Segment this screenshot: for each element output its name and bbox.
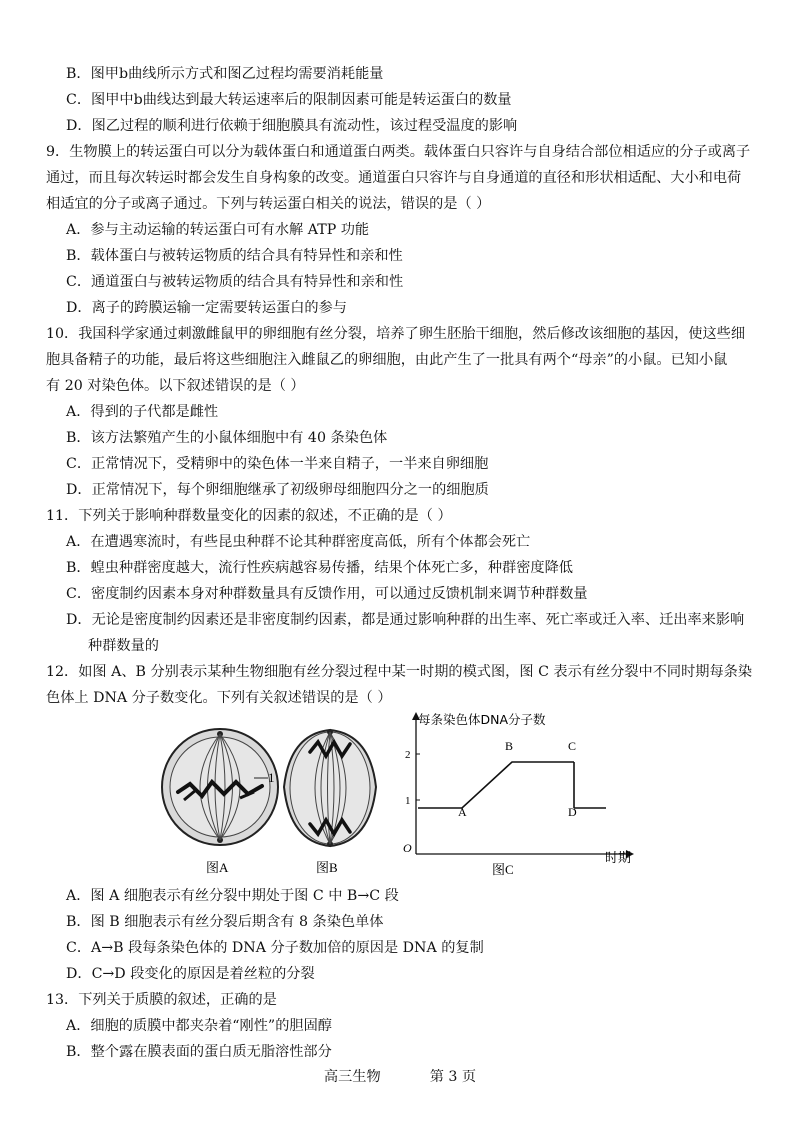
figure-a-cell bbox=[162, 729, 278, 845]
q12-option-b: B．图 B 细胞表示有丝分裂后期含有 8 条染色单体 bbox=[66, 914, 384, 930]
graph-y-tick-1: 1 bbox=[405, 795, 411, 807]
q8-option-d: D．图乙过程的顺利进行依赖于细胞膜具有流动性，该过程受温度的影响 bbox=[66, 118, 518, 134]
figure-c-caption: 图C bbox=[492, 862, 514, 877]
q11-option-a: A．在遭遇寒流时，有些昆虫种群不论其种群密度高低，所有个体都会死亡 bbox=[66, 534, 531, 550]
q11-stem: 11．下列关于影响种群数量变化的因素的叙述，不正确的是（ ） bbox=[46, 508, 452, 524]
q13-stem: 13．下列关于质膜的叙述，正确的是 bbox=[46, 992, 277, 1008]
graph-point-c-label: C bbox=[568, 739, 577, 753]
graph-y-title: 每条染色体DNA分子数 bbox=[418, 712, 546, 727]
q12-option-c: C．A→B 段每条染色体的 DNA 分子数加倍的原因是 DNA 的复制 bbox=[66, 940, 484, 956]
q9-option-d: D．离子的跨膜运输一定需要转运蛋白的参与 bbox=[66, 300, 347, 316]
q9-stem-line-2: 通过，而且每次转运时都会发生自身构象的改变。通道蛋白只容许与自身通道的直径和形状相适配、大小和电荷 bbox=[46, 170, 742, 186]
graph-point-b-label: B bbox=[505, 739, 514, 753]
q12-figure bbox=[150, 712, 650, 880]
q10-option-c: C．正常情况下，受精卵中的染色体一半来自精子，一半来自卵细胞 bbox=[66, 456, 489, 472]
figure-c-graph bbox=[412, 712, 634, 858]
q12-stem-line-1: 12．如图 A、B 分别表示某种生物细胞有丝分裂过程中某一时期的模式图，图 C 表示有丝分裂中不同时期每条染 bbox=[46, 664, 753, 680]
q12-option-d: D．C→D 段变化的原因是着丝粒的分裂 bbox=[66, 966, 315, 982]
q11-option-c: C．密度制约因素本身对种群数量具有反馈作用，可以通过反馈机制来调节种群数量 bbox=[66, 586, 588, 602]
q11-option-d: D．无论是密度制约因素还是非密度制约因素，都是通过影响种群的出生率、死亡率或迁入率、迁出率来影响 bbox=[66, 612, 745, 628]
page-footer bbox=[0, 1066, 800, 1086]
q13-option-a: A．细胞的质膜中都夹杂着“刚性”的胆固醇 bbox=[66, 1018, 332, 1034]
graph-data-line bbox=[418, 762, 574, 808]
figure-a-pointer-label: 1 bbox=[268, 770, 275, 785]
q8-option-c: C．图甲中b曲线达到最大转运速率后的限制因素可能是转运蛋白的数量 bbox=[66, 92, 512, 108]
q10-stem-line-3: 有 20 对染色体。以下叙述错误的是（ ） bbox=[46, 378, 305, 394]
footer-page-number: 第 3 页 bbox=[429, 1069, 477, 1085]
footer-subject: 高三生物 bbox=[323, 1069, 381, 1085]
q12-stem-line-2: 色体上 DNA 分子数变化。下列有关叙述错误的是（ ） bbox=[46, 690, 392, 706]
q9-stem-line-3: 相适宜的分子或离子通过。下列与转运蛋白相关的说法，错误的是（ ） bbox=[46, 196, 491, 212]
graph-point-a-label: A bbox=[458, 805, 467, 819]
q12-figure-svg bbox=[150, 712, 650, 880]
graph-origin: O bbox=[403, 841, 412, 855]
q10-stem-line-2: 胞具备精子的功能，最后将这些细胞注入雌鼠乙的卵细胞，由此产生了一批具有两个“母亲”的小鼠。已知小鼠 bbox=[46, 352, 728, 368]
q13-option-b: B．整个露在膜表面的蛋白质无脂溶性部分 bbox=[66, 1044, 332, 1060]
q12-option-a: A．图 A 细胞表示有丝分裂中期处于图 C 中 B→C 段 bbox=[66, 888, 399, 904]
figure-b-caption: 图B bbox=[316, 860, 338, 875]
graph-x-title: 时期 bbox=[605, 851, 632, 866]
q10-option-b: B．该方法繁殖产生的小鼠体细胞中有 40 条染色体 bbox=[66, 430, 388, 446]
figure-b-cell bbox=[284, 729, 376, 847]
q9-option-a: A．参与主动运输的转运蛋白可有水解 ATP 功能 bbox=[66, 222, 370, 238]
q10-stem-line-1: 10．我国科学家通过刺激雌鼠甲的卵细胞有丝分裂，培养了卵生胚胎干细胞，然后修改该细胞的基因，使这些细 bbox=[46, 326, 746, 342]
q8-option-b: B．图甲b曲线所示方式和图乙过程均需要消耗能量 bbox=[66, 66, 384, 82]
q10-option-d: D．正常情况下，每个卵细胞继承了初级卵母细胞四分之一的细胞质 bbox=[66, 482, 489, 498]
q9-stem-line-1: 9．生物膜上的转运蛋白可以分为载体蛋白和通道蛋白两类。载体蛋白只容许与自身结合部位相适应的分子或离子 bbox=[46, 144, 751, 160]
graph-point-d-label: D bbox=[568, 805, 577, 819]
q10-option-a: A．得到的子代都是雌性 bbox=[66, 404, 219, 420]
q11-option-d-continued: 种群数量的 bbox=[88, 638, 159, 654]
figure-a-caption: 图A bbox=[206, 860, 229, 875]
q9-option-b: B．载体蛋白与被转运物质的结合具有特异性和亲和性 bbox=[66, 248, 403, 264]
graph-y-tick-2: 2 bbox=[405, 749, 411, 761]
q9-option-c: C．通道蛋白与被转运物质的结合具有特异性和亲和性 bbox=[66, 274, 404, 290]
q11-option-b: B．蝗虫种群密度越大，流行性疾病越容易传播，结果个体死亡多，种群密度降低 bbox=[66, 560, 573, 576]
